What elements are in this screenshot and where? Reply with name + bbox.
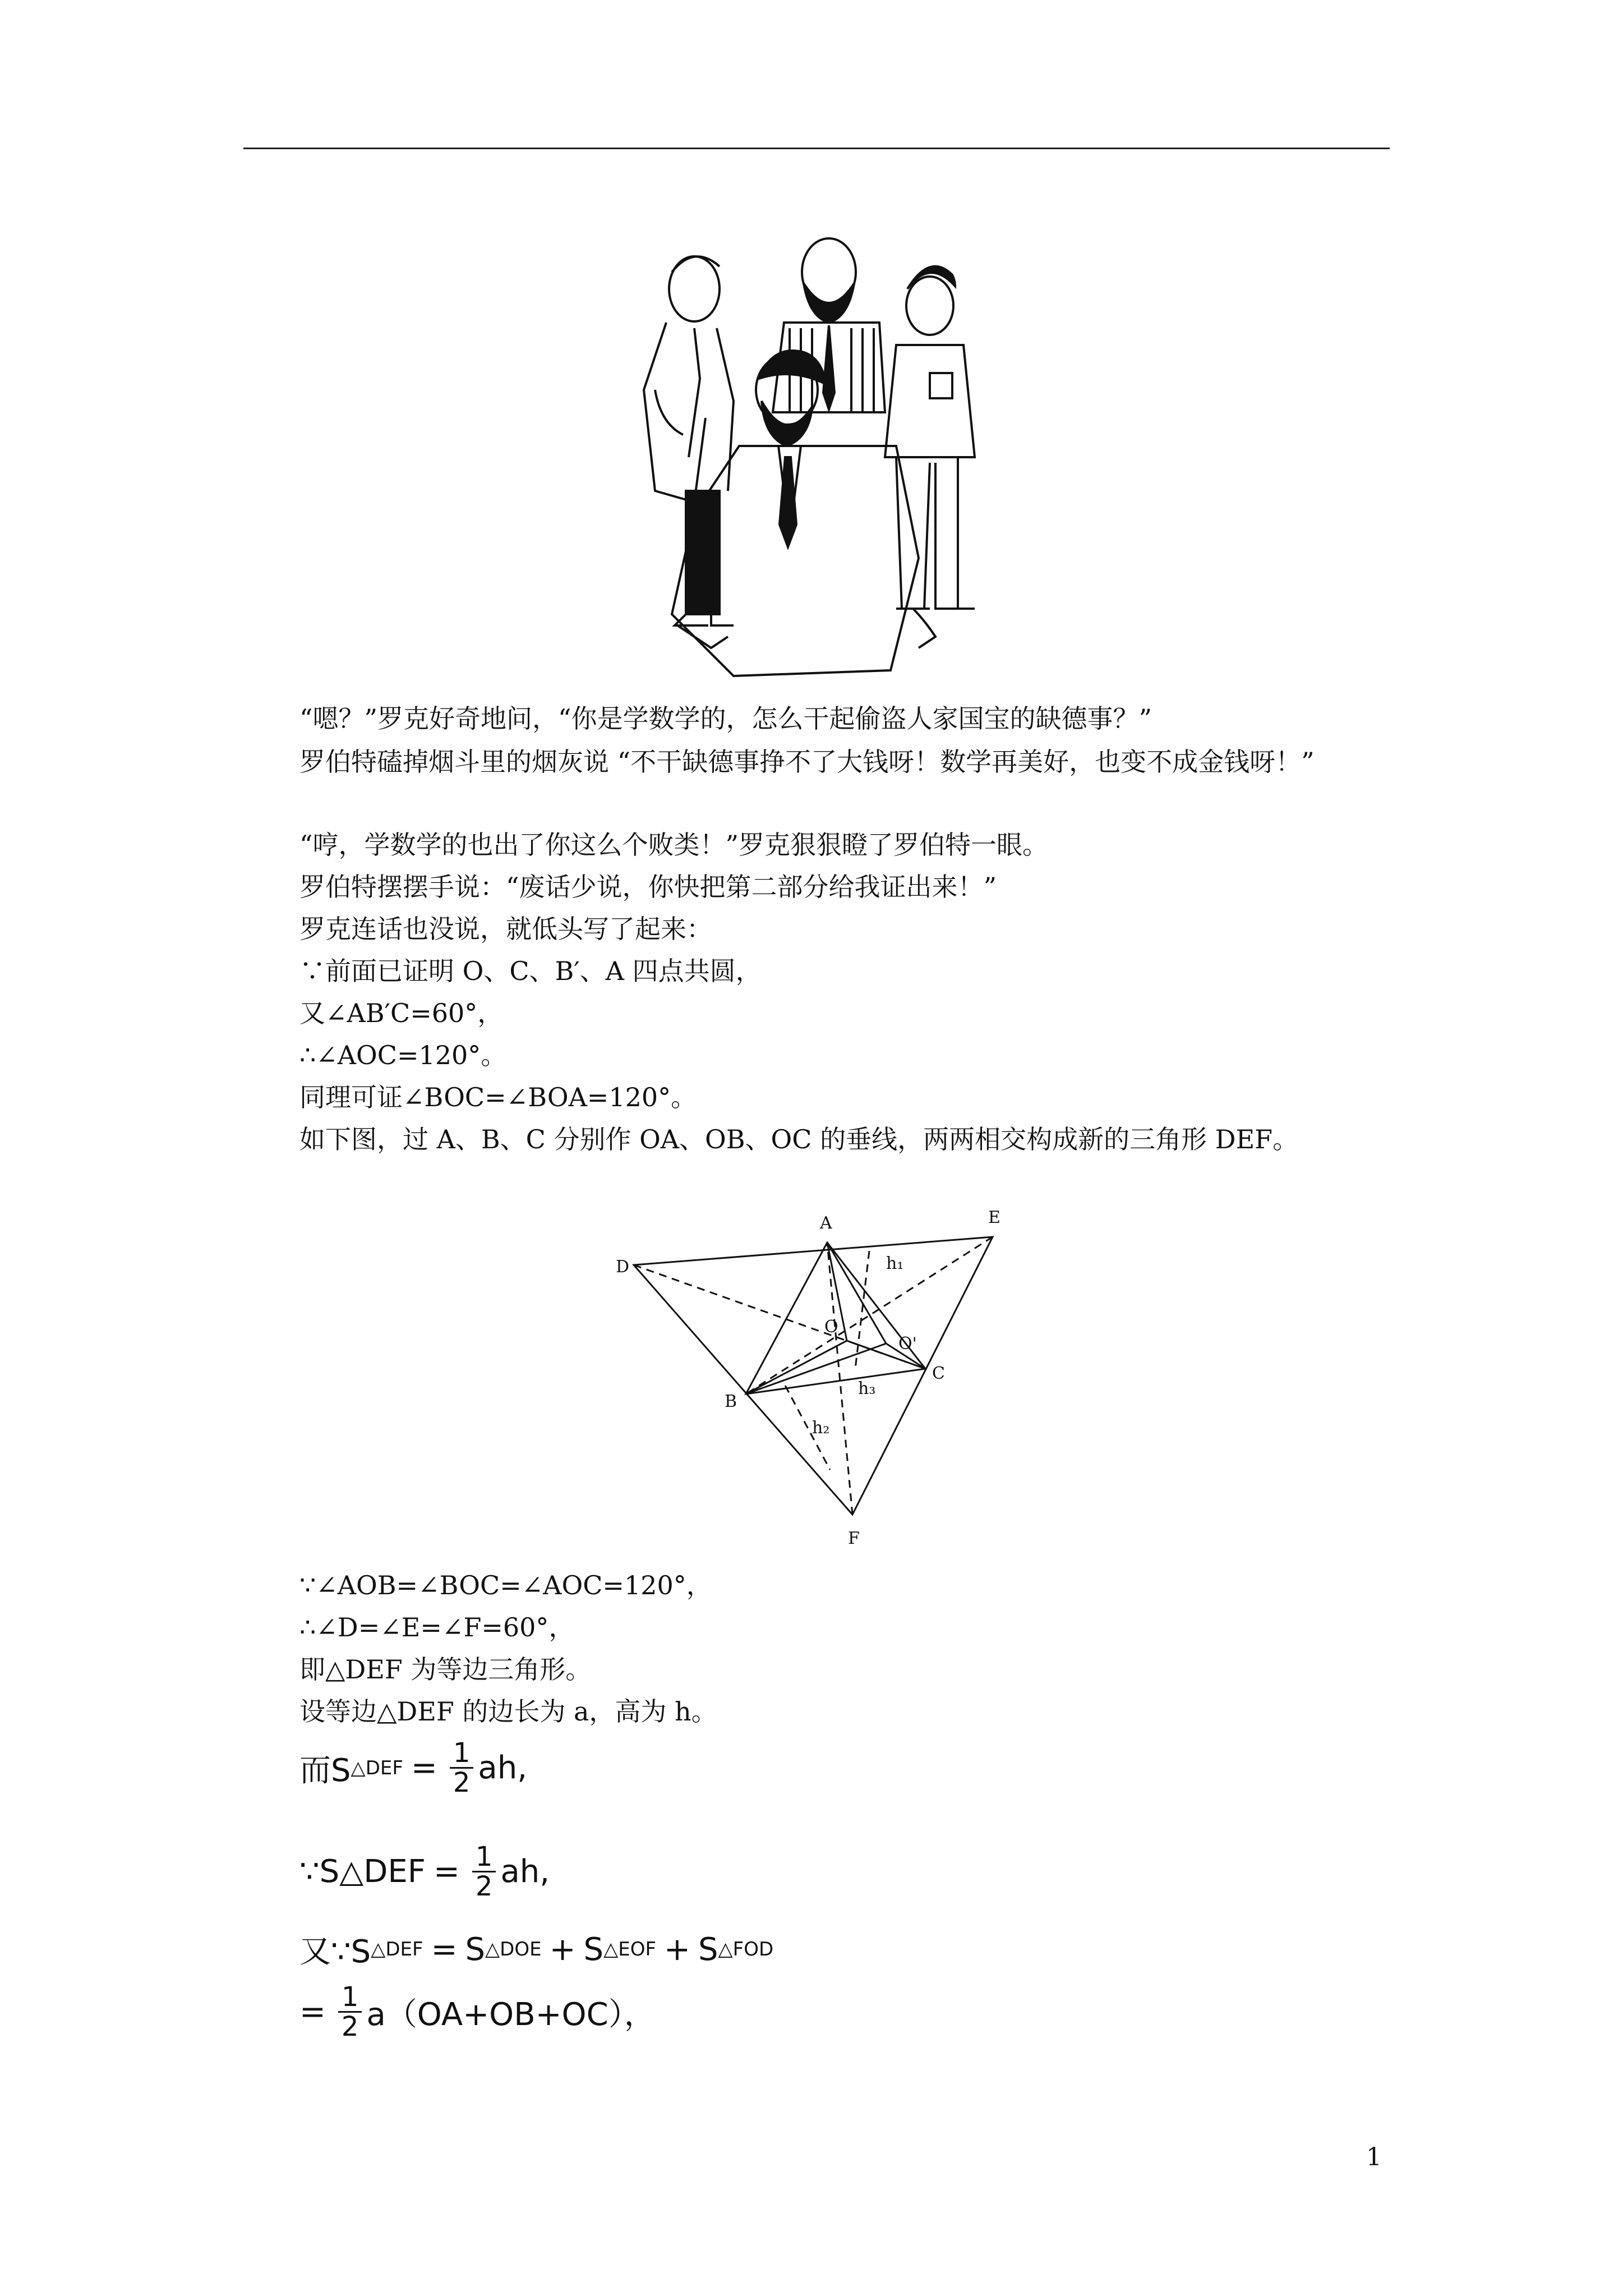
formula-area: 而S △DEF = $\frac{1}{2}$ ah, [299,1737,527,1799]
diagram-label: C [932,1364,945,1383]
geometry-diagram [606,1200,1032,1554]
proof-line: ∵前面已证明 O、C、B′、A 四点共圆， [299,956,762,986]
formula-area-sum: 又∵S △DEF = S △DOE + S △EOF + S △FOD [299,1931,774,1970]
story-paragraph: “哼，学数学的也出了你这么个败类！”罗克狠狠瞪了罗伯特一眼。 [299,830,1049,860]
diagram-label: F [848,1529,860,1548]
diagram-label: O' [898,1334,917,1354]
diagram-label: D [616,1257,630,1277]
story-paragraph: 罗伯特磕掉烟斗里的烟灰说 “不干缺德事挣不了大钱呀！数学再美好，也变不成金钱呀！” [299,747,1315,777]
proof-line: 即△DEF 为等边三角形。 [299,1654,592,1685]
formula-area-def: ∵S△DEF = $\frac{1}{2}$ ah, [299,1841,550,1903]
formula-area-expansion: = $\frac{1}{2}$ a（OA+OB+OC）， [299,1981,656,2043]
page-number: 1 [1366,2143,1382,2171]
diagram-label: O [824,1317,838,1337]
story-paragraph: “嗯？”罗克好奇地问，“你是学数学的，怎么干起偷盗人家国宝的缺德事？” [299,703,1152,734]
proof-line: ∴∠AOC=120°。 [299,1040,507,1070]
proof-line: 如下图，过 A、B、C 分别作 OA、OB、OC 的垂线，两两相交构成新的三角形 DEF。 [299,1124,1299,1154]
proof-line: ∴∠D=∠E=∠F=60°， [299,1612,575,1642]
diagram-label: B [725,1392,737,1411]
proof-line: 又∠AB′C=60°， [299,998,504,1028]
cartoon-illustration [633,222,1014,693]
story-paragraph: 罗伯特摆摆手说：“废话少说，你快把第二部分给我证出来！” [299,872,997,902]
diagram-label: h₃ [858,1379,876,1398]
diagram-label: h₁ [886,1254,904,1273]
proof-line: ∵∠AOB=∠BOC=∠AOC=120°， [299,1570,712,1600]
story-paragraph: 罗克连话也没说，就低头写了起来： [299,914,712,944]
proof-line: 设等边△DEF 的边长为 a，高为 h。 [299,1696,717,1727]
diagram-label: E [988,1208,1000,1227]
diagram-label: h₂ [812,1418,830,1438]
proof-line: 同理可证∠BOC=∠BOA=120°。 [299,1082,697,1112]
header-rule [243,148,1390,149]
diagram-label: A [820,1213,832,1233]
